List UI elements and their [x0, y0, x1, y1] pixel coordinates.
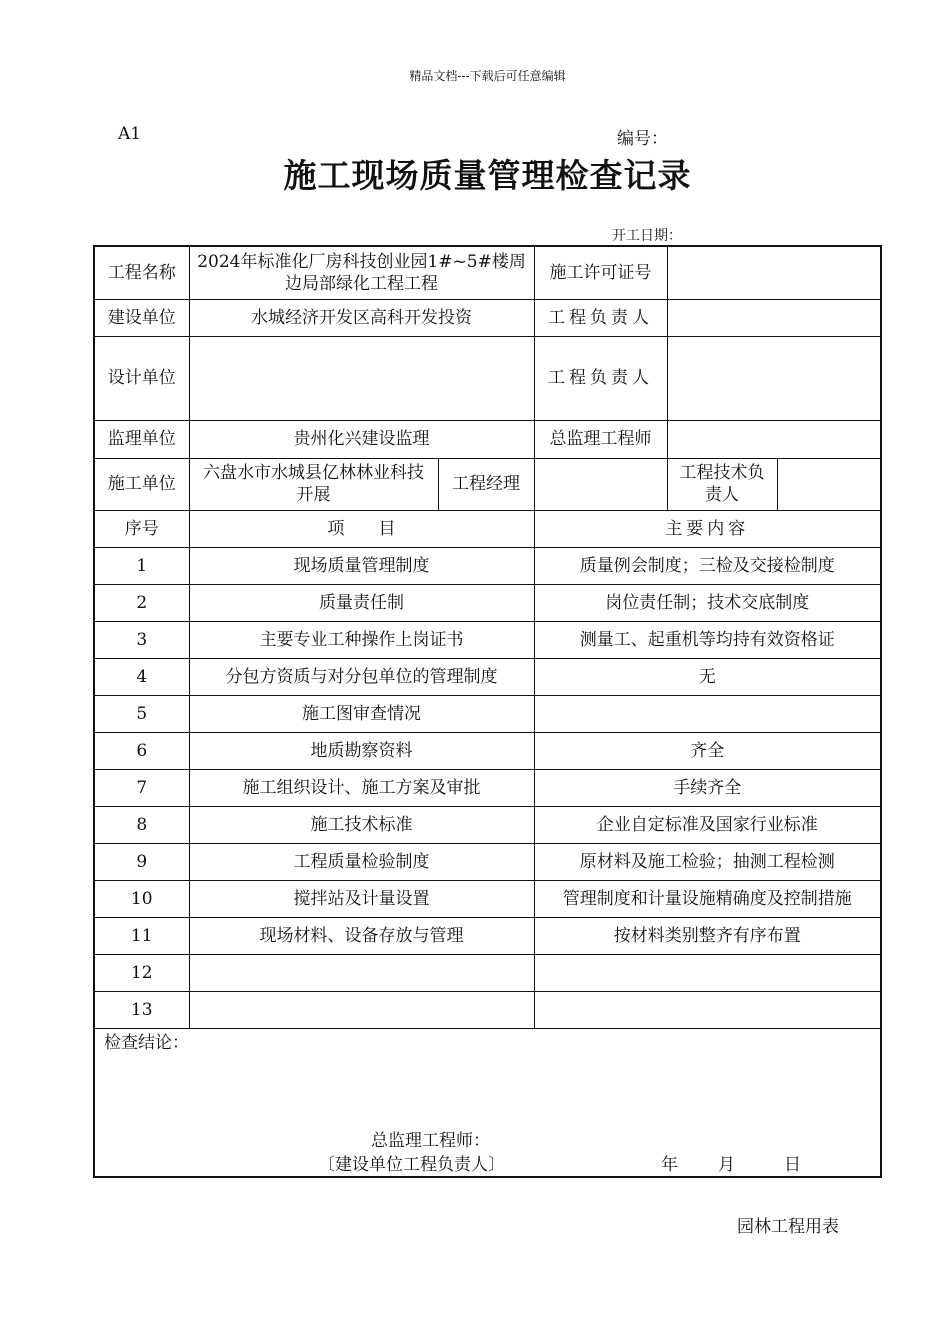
row-item: 工程质量检验制度 [189, 843, 534, 880]
column-header-item: 项 目 [189, 510, 534, 547]
row-number: 13 [94, 991, 189, 1028]
row-content: 原材料及施工检验；抽测工程检测 [534, 843, 881, 880]
row-content: 企业自定标准及国家行业标准 [534, 806, 881, 843]
serial-number-label: 编号： [617, 129, 668, 149]
checklist-rows [94, 547, 881, 1028]
row-content: 质量例会制度；三检及交接检制度 [534, 547, 881, 584]
supervision-unit-label: 监理单位 [94, 420, 189, 458]
row-number: 6 [94, 732, 189, 769]
row-item: 施工技术标准 [189, 806, 534, 843]
permit-number-label: 施工许可证号 [534, 246, 667, 299]
year-label: 年 [661, 1154, 678, 1175]
supervision-row [94, 420, 881, 458]
table-row [94, 880, 881, 917]
row-number: 12 [94, 954, 189, 991]
contractor-unit-label: 施工单位 [94, 458, 189, 510]
table-row [94, 917, 881, 954]
row-item: 现场材料、设备存放与管理 [189, 917, 534, 954]
table-row [94, 547, 881, 584]
row-number: 2 [94, 584, 189, 621]
supervision-unit-value: 贵州化兴建设监理 [189, 420, 534, 458]
row-item: 主要专业工种操作上岗证书 [189, 621, 534, 658]
chief-engineer-signature-label: 总监理工程师： [371, 1130, 490, 1151]
row-number: 3 [94, 621, 189, 658]
column-header-no: 序号 [94, 510, 189, 547]
document-top-note: 精品文档---下载后可任意编辑 [409, 69, 566, 83]
row-item: 分包方资质与对分包单位的管理制度 [189, 658, 534, 695]
checklist-header-row [94, 510, 881, 547]
table-row [94, 695, 881, 732]
tech-lead-label: 工程技术负责人 [667, 458, 777, 510]
conclusion-label: 检查结论： [104, 1032, 189, 1053]
row-content [534, 991, 881, 1028]
table-row [94, 991, 881, 1028]
owner-lead-label: 工程负责人 [534, 299, 667, 336]
row-number: 8 [94, 806, 189, 843]
project-manager-value [534, 458, 667, 510]
design-unit-label: 设计单位 [94, 336, 189, 420]
conclusion-cell [94, 1028, 881, 1177]
row-item: 地质勘察资料 [189, 732, 534, 769]
row-number: 7 [94, 769, 189, 806]
row-content: 管理制度和计量设施精确度及控制措施 [534, 880, 881, 917]
design-lead-value [667, 336, 881, 420]
owner-unit-label: 建设单位 [94, 299, 189, 336]
row-item: 施工组织设计、施工方案及审批 [189, 769, 534, 806]
table-row [94, 621, 881, 658]
owner-unit-value: 水城经济开发区高科开发投资 [189, 299, 534, 336]
table-row [94, 584, 881, 621]
row-content: 齐全 [534, 732, 881, 769]
row-item: 现场质量管理制度 [189, 547, 534, 584]
row-number: 9 [94, 843, 189, 880]
design-lead-label: 工程负责人 [534, 336, 667, 420]
day-label: 日 [784, 1154, 801, 1175]
contractor-row [94, 458, 881, 510]
row-content [534, 695, 881, 732]
row-item: 施工图审查情况 [189, 695, 534, 732]
row-number: 4 [94, 658, 189, 695]
tech-lead-value [777, 458, 881, 510]
project-name-row [94, 246, 881, 299]
row-content: 按材料类别整齐有序布置 [534, 917, 881, 954]
contractor-unit-value: 六盘水市水城县亿林林业科技开展 [189, 458, 438, 510]
conclusion-row [94, 1028, 881, 1177]
design-row [94, 336, 881, 420]
row-number: 1 [94, 547, 189, 584]
table-row [94, 954, 881, 991]
table-row [94, 806, 881, 843]
start-date-label: 开工日期： [612, 228, 682, 244]
quality-inspection-table [93, 245, 882, 1178]
row-content: 测量工、起重机等均持有效资格证 [534, 621, 881, 658]
table-row [94, 658, 881, 695]
row-number: 10 [94, 880, 189, 917]
owner-lead-value [667, 299, 881, 336]
chief-engineer-value [667, 420, 881, 458]
row-item: 质量责任制 [189, 584, 534, 621]
project-manager-label: 工程经理 [438, 458, 534, 510]
project-name-label: 工程名称 [94, 246, 189, 299]
table-row [94, 769, 881, 806]
row-content: 手续齐全 [534, 769, 881, 806]
month-label: 月 [718, 1154, 735, 1175]
row-content: 无 [534, 658, 881, 695]
form-code: A1 [118, 124, 142, 144]
project-name-value: 2024年标准化厂房科技创业园1#~5#楼周边局部绿化工程工程 [189, 246, 534, 299]
design-unit-value [189, 336, 534, 420]
table-row [94, 732, 881, 769]
row-number: 11 [94, 917, 189, 954]
row-item: 搅拌站及计量设置 [189, 880, 534, 917]
row-number: 5 [94, 695, 189, 732]
chief-engineer-label: 总监理工程师 [534, 420, 667, 458]
row-content: 岗位责任制；技术交底制度 [534, 584, 881, 621]
table-row [94, 843, 881, 880]
footer-note: 园林工程用表 [737, 1217, 839, 1237]
owner-lead-signature-label: 〔建设单位工程负责人〕 [318, 1154, 505, 1175]
document-title: 施工现场质量管理检查记录 [283, 156, 692, 195]
permit-number-value [667, 246, 881, 299]
row-item [189, 954, 534, 991]
owner-row [94, 299, 881, 336]
column-header-content: 主要内容 [534, 510, 881, 547]
row-item [189, 991, 534, 1028]
row-content [534, 954, 881, 991]
